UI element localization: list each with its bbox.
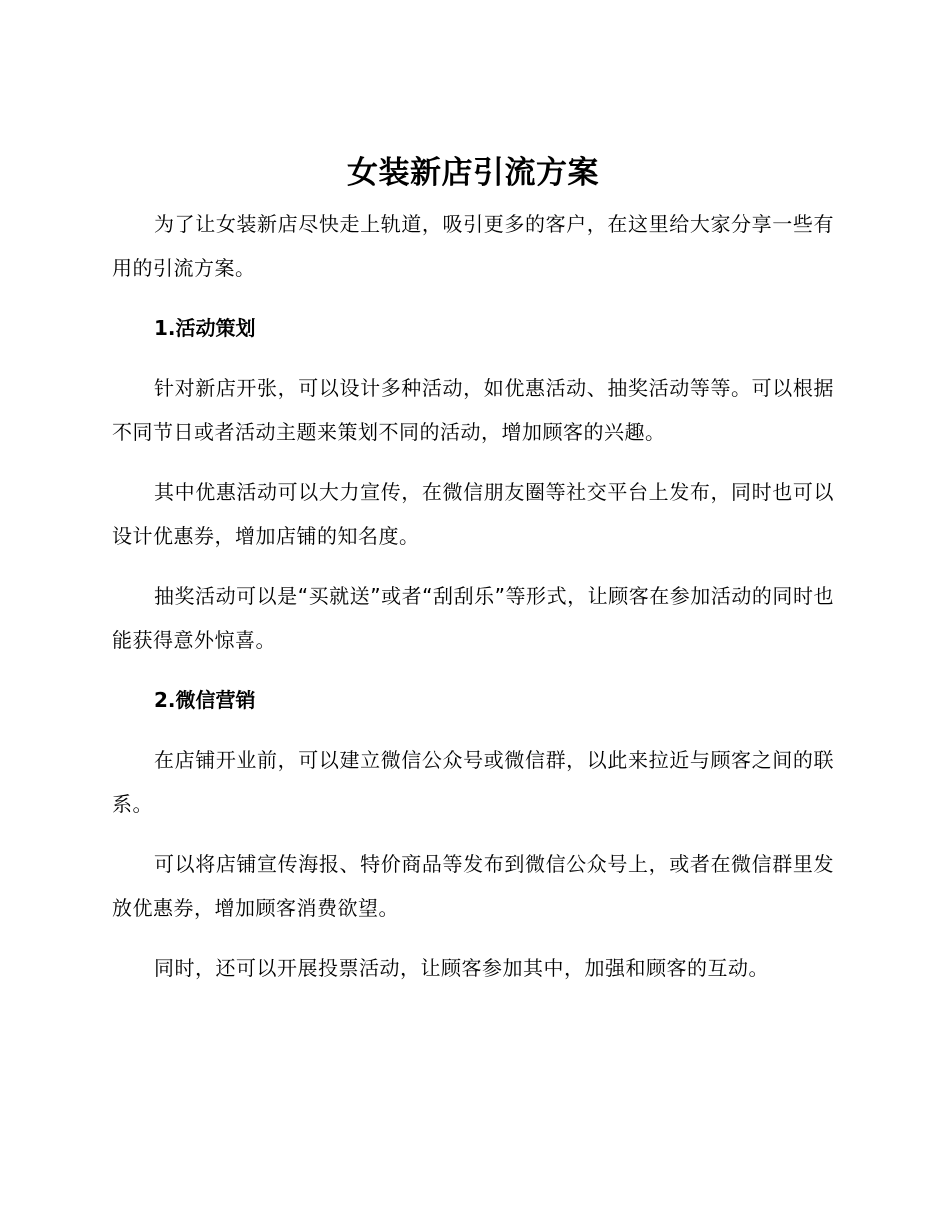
intro-paragraph: 为了让女装新店尽快走上轨道，吸引更多的客户，在这里给大家分享一些有用的引流方案。 (112, 212, 834, 280)
section-paragraph: 其中优惠活动可以大力宣传，在微信朋友圈等社交平台上发布，同时也可以设计优惠券，增加店铺的知名度。 (112, 480, 834, 548)
section-paragraph: 针对新店开张，可以设计多种活动，如优惠活动、抽奖活动等等。可以根据不同节日或者活动主题来策划不同的活动，增加顾客的兴趣。 (112, 376, 834, 444)
section-paragraph: 可以将店铺宣传海报、特价商品等发布到微信公众号上，或者在微信群里发放优惠券，增加顾客消费欲望。 (112, 852, 834, 920)
document-body (112, 148, 834, 1006)
section-heading: 1.活动策划 (154, 316, 256, 340)
document-title: 女装新店引流方案 (347, 155, 599, 191)
section-paragraph: 在店铺开业前，可以建立微信公众号或微信群，以此来拉近与顾客之间的联系。 (112, 748, 834, 816)
section-activity-planning (112, 306, 834, 662)
section-heading: 2.微信营销 (154, 688, 256, 712)
section-wechat-marketing (112, 678, 834, 990)
section-paragraph: 抽奖活动可以是“买就送”或者“刮刮乐”等形式，让顾客在参加活动的同时也能获得意外惊喜。 (112, 584, 834, 652)
section-paragraph: 同时，还可以开展投票活动，让顾客参加其中，加强和顾客的互动。 (154, 956, 769, 980)
